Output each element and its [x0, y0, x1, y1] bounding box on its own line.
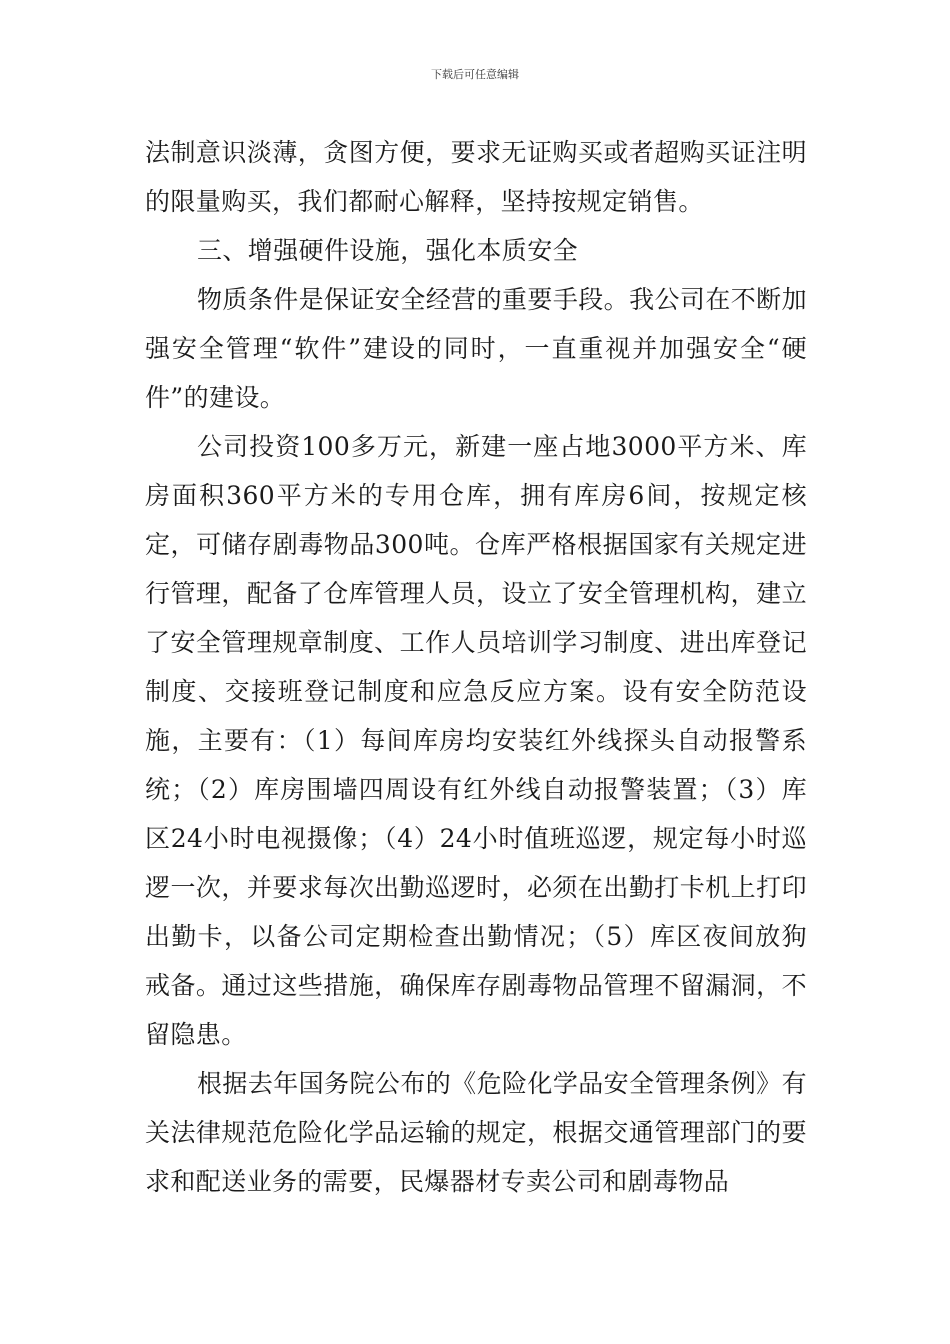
paragraph: 物质条件是保证安全经营的重要手段。我公司在不断加强安全管理“软件”建设的同时，一直重视并加强安全“硬件”的建设。 — [145, 285, 807, 412]
section-heading: 三、增强硬件设施，强化本质安全 — [197, 236, 579, 265]
page-header: 下载后可任意编辑 — [431, 68, 519, 81]
paragraph: 根据去年国务院公布的《危险化学品安全管理条例》有关法律规范危险化学品运输的规定，根据交通管理部门的要求和配送业务的需要，民爆器材专卖公司和剧毒物品 — [145, 1069, 807, 1196]
paragraph: 公司投资100多万元，新建一座占地3000平方米、库房面积360平方米的专用仓库，拥有库房6间，按规定核定，可储存剧毒物品300吨。仓库严格根据国家有关规定进行管理，配备了仓库管理人员，设立了安全管理机构，建立了安全管理规章制度、工作人员培训学习制度、进出库登记制度、交接班登记制度和应急反应方案。设有安全防范设施，主要有：（1）每间库房均安装红外线探头自动报警系统；（2）库房围墙四周设有红外线自动报警装置；（3）库区24小时电视摄像；（4）24小时值班巡逻，规定每小时巡逻一次，并要求每次出勤巡逻时，必须在出勤打卡机上打印出勤卡，以备公司定期检查出勤情况；（5）库区夜间放狗戒备。通过这些措施，确保库存剧毒物品管理不留漏洞，不留隐患。 — [145, 432, 807, 1049]
document-body — [145, 128, 807, 1206]
paragraph-continuation: 法制意识淡薄，贪图方便，要求无证购买或者超购买证注明的限量购买，我们都耐心解释，坚持按规定销售。 — [145, 138, 807, 216]
